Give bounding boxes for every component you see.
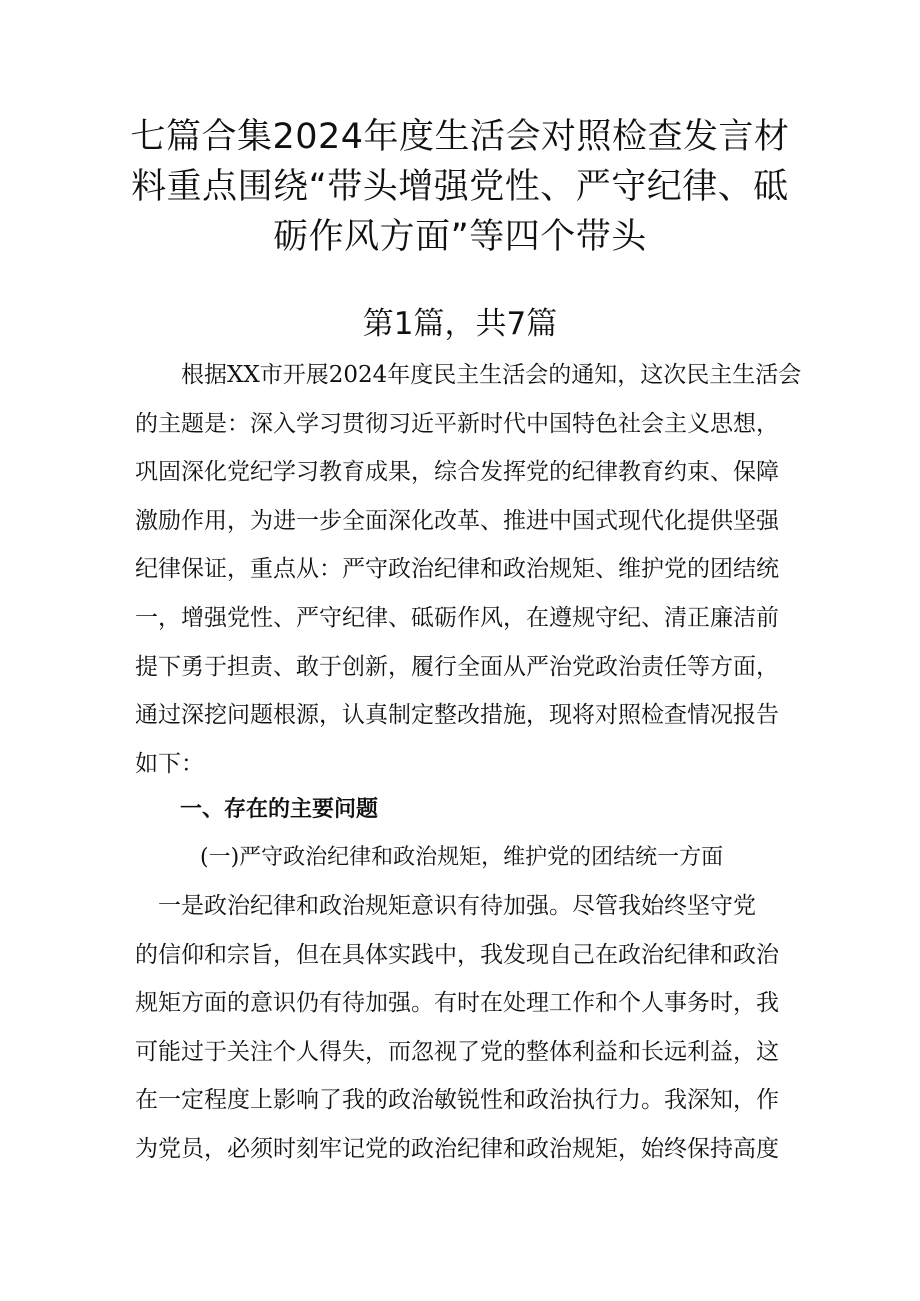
document-title	[120, 112, 800, 262]
text-line: 纪律保证，重点从：严守政治纪律和政治规矩、维护党的团结统	[135, 556, 779, 583]
text-line: 规矩方面的意识仍有待加强。有时在处理工作和个人事务时，我	[135, 990, 779, 1017]
text-line: 为党员，必须时刻牢记党的政治纪律和政治规矩，始终保持高度	[135, 1135, 779, 1162]
text-line: 通过深挖问题根源，认真制定整改措施，现将对照检查情况报告	[135, 702, 779, 729]
title-line: 料重点围绕“带头增强党性、严守纪律、砥	[131, 167, 789, 207]
part-label: 第1篇，共7篇	[362, 306, 558, 342]
text-line: 根据XX市开展2024年度民主生活会的通知，这次民主生活会	[135, 362, 802, 388]
text-line: 一是政治纪律和政治规矩意识有待加强。尽管我始终坚守党	[135, 893, 756, 919]
text-line: 的信仰和宗旨，但在具体实践中，我发现自己在政治纪律和政治	[135, 941, 779, 968]
text-line: 在一定程度上影响了我的政治敏锐性和政治执行力。我深知，作	[135, 1087, 779, 1114]
body-paragraph	[135, 882, 795, 1174]
text-line: 一，增强党性、严守纪律、砥砺作风，在遵规守纪、清正廉洁前	[135, 604, 779, 631]
subsection-heading: (一)严守政治纪律和政治规矩，维护党的团结统一方面	[200, 845, 724, 870]
text-line: 如下：	[135, 750, 204, 777]
section-heading: 一、存在的主要问题	[180, 797, 379, 822]
intro-paragraph	[135, 351, 802, 788]
text-line: 巩固深化党纪学习教育成果，综合发挥党的纪律教育约束、保障	[135, 459, 779, 486]
text-line: 的主题是：深入学习贯彻习近平新时代中国特色社会主义思想，	[135, 410, 779, 437]
title-line: 砺作风方面”等四个带头	[273, 217, 647, 257]
title-line: 七篇合集2024年度生活会对照检查发言材	[130, 117, 790, 157]
text-line: 可能过于关注个人得失，而忽视了党的整体利益和长远利益，这	[135, 1038, 779, 1065]
text-line: 激励作用，为进一步全面深化改革、推进中国式现代化提供坚强	[135, 507, 779, 534]
text-line: 提下勇于担责、敢于创新，履行全面从严治党政治责任等方面，	[135, 653, 779, 680]
